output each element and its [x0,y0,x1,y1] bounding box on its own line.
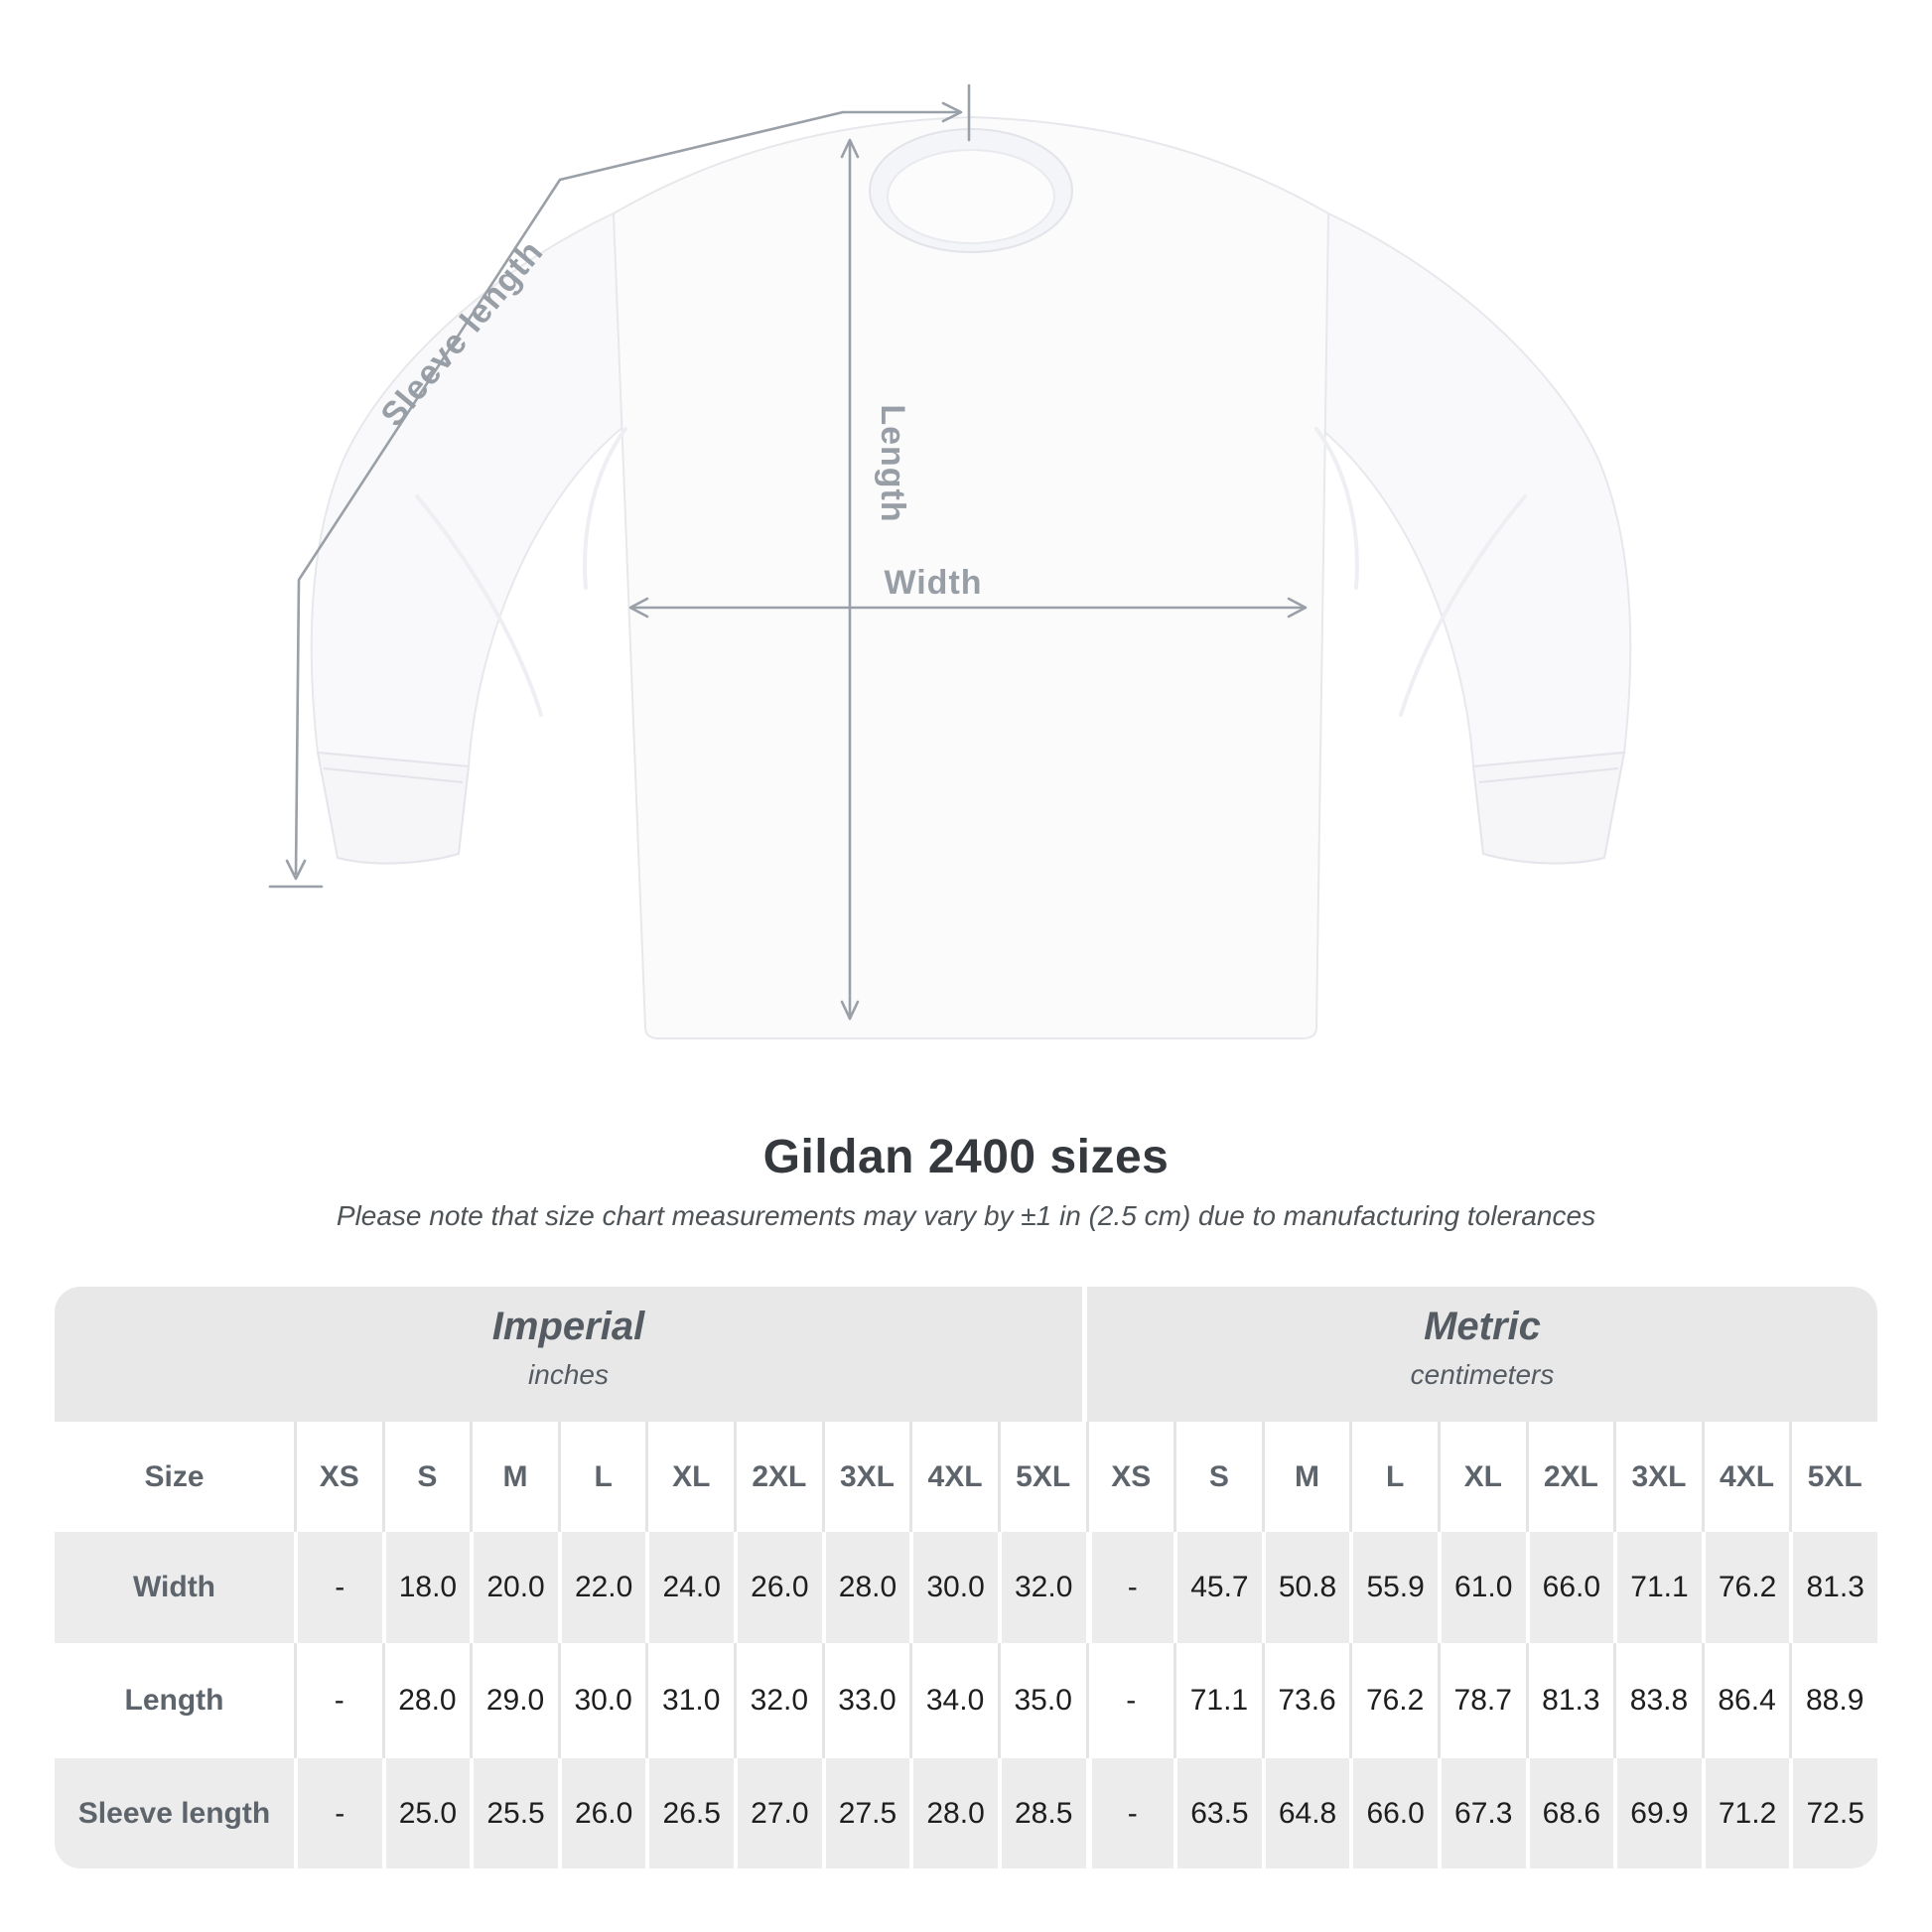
value-cell: 25.0 [382,1758,471,1868]
row-label: Sleeve length [77,1796,271,1830]
size-header-cell: S [382,1422,471,1532]
value-cell: 76.2 [1702,1532,1790,1643]
value-cell: 26.5 [645,1758,734,1868]
size-header-cell: M [1262,1422,1350,1532]
value-cell: 32.0 [998,1532,1086,1643]
value-cell: 78.7 [1438,1643,1526,1758]
size-header-cell: XS [294,1422,382,1532]
size-header-cell: L [558,1422,646,1532]
value-cell: 61.0 [1438,1532,1526,1643]
imperial-band [55,1287,1082,1422]
length-row [55,1643,1877,1758]
value-cell: 22.0 [558,1532,646,1643]
title-block [0,1130,1932,1232]
value-cell: 73.6 [1262,1643,1350,1758]
value-cell: 30.0 [909,1532,998,1643]
size-header-cell: M [470,1422,558,1532]
size-header-cell: XS [1086,1422,1174,1532]
value-cell: - [294,1758,382,1868]
value-cell: 71.1 [1613,1532,1702,1643]
value-cell: 69.9 [1613,1758,1702,1868]
shirt-right-sleeve [1316,213,1630,766]
metric-unit: centimeters [1410,1358,1555,1390]
value-cell: 81.3 [1789,1532,1877,1643]
size-header-cell: 4XL [1702,1422,1790,1532]
value-cell: 32.0 [734,1643,822,1758]
value-cell: 68.6 [1526,1758,1614,1868]
value-cell: 31.0 [645,1643,734,1758]
value-cell: 27.5 [822,1758,910,1868]
size-table [55,1287,1877,1868]
value-cell: 50.8 [1262,1532,1350,1643]
size-header-cell: 3XL [822,1422,910,1532]
size-header-row [55,1422,1877,1532]
value-cell: 86.4 [1702,1643,1790,1758]
size-header-cell: 3XL [1613,1422,1702,1532]
size-header-cell: L [1349,1422,1438,1532]
value-cell: 27.0 [734,1758,822,1868]
row-label: Width [132,1571,216,1603]
size-header-cell: XL [645,1422,734,1532]
value-cell: 71.2 [1702,1758,1790,1868]
row-label: Length [124,1684,224,1717]
value-cell: 28.5 [998,1758,1086,1868]
imperial-unit: inches [528,1358,609,1390]
value-cell: 71.1 [1173,1643,1262,1758]
size-header-cell: XL [1438,1422,1526,1532]
value-cell: 55.9 [1349,1532,1438,1643]
value-cell: 35.0 [998,1643,1086,1758]
value-cell: 81.3 [1526,1643,1614,1758]
imperial-title: Imperial [491,1304,645,1348]
value-cell: 66.0 [1349,1758,1438,1868]
value-cell: 28.0 [382,1643,471,1758]
value-cell: 76.2 [1349,1643,1438,1758]
value-cell: 26.0 [558,1758,646,1868]
value-cell: 30.0 [558,1643,646,1758]
size-header-cell: 5XL [1789,1422,1877,1532]
value-cell: - [1086,1532,1174,1643]
metric-band [1082,1287,1877,1422]
shirt-collar-opening [888,150,1054,243]
value-cell: 72.5 [1789,1758,1877,1868]
value-cell: 34.0 [909,1643,998,1758]
unit-band-row [55,1287,1877,1422]
value-cell: 24.0 [645,1532,734,1643]
size-header-cell: S [1173,1422,1262,1532]
value-cell: 66.0 [1526,1532,1614,1643]
length-label: Length [874,404,911,523]
metric-title: Metric [1424,1304,1541,1348]
value-cell: - [1086,1643,1174,1758]
page-title: Gildan 2400 sizes [762,1131,1170,1183]
size-header-cell: 5XL [998,1422,1086,1532]
size-header-cell: 2XL [1526,1422,1614,1532]
value-cell: 25.5 [470,1758,558,1868]
sleeve-length-row [55,1758,1877,1868]
sleeve-length-label: Sleeve length [373,232,551,435]
value-cell: 28.0 [822,1532,910,1643]
page-subtitle: Please note that size chart measurements may vary by ±1 in (2.5 cm) due to manufacturing tolerances [336,1200,1596,1231]
value-cell: - [294,1532,382,1643]
value-cell: 33.0 [822,1643,910,1758]
width-label: Width [884,564,983,602]
value-cell: 18.0 [382,1532,471,1643]
width-row [55,1532,1877,1643]
value-cell: 63.5 [1173,1758,1262,1868]
value-cell: 45.7 [1173,1532,1262,1643]
size-column-label: Size [144,1459,205,1493]
size-header-cell: 4XL [909,1422,998,1532]
value-cell: - [294,1643,382,1758]
value-cell: 83.8 [1613,1643,1702,1758]
value-cell: 29.0 [470,1643,558,1758]
size-header-cell: 2XL [734,1422,822,1532]
value-cell: 67.3 [1438,1758,1526,1868]
value-cell: 26.0 [734,1532,822,1643]
value-cell: 64.8 [1262,1758,1350,1868]
value-cell: 28.0 [909,1758,998,1868]
value-cell: - [1086,1758,1174,1868]
value-cell: 88.9 [1789,1643,1877,1758]
value-cell: 20.0 [470,1532,558,1643]
